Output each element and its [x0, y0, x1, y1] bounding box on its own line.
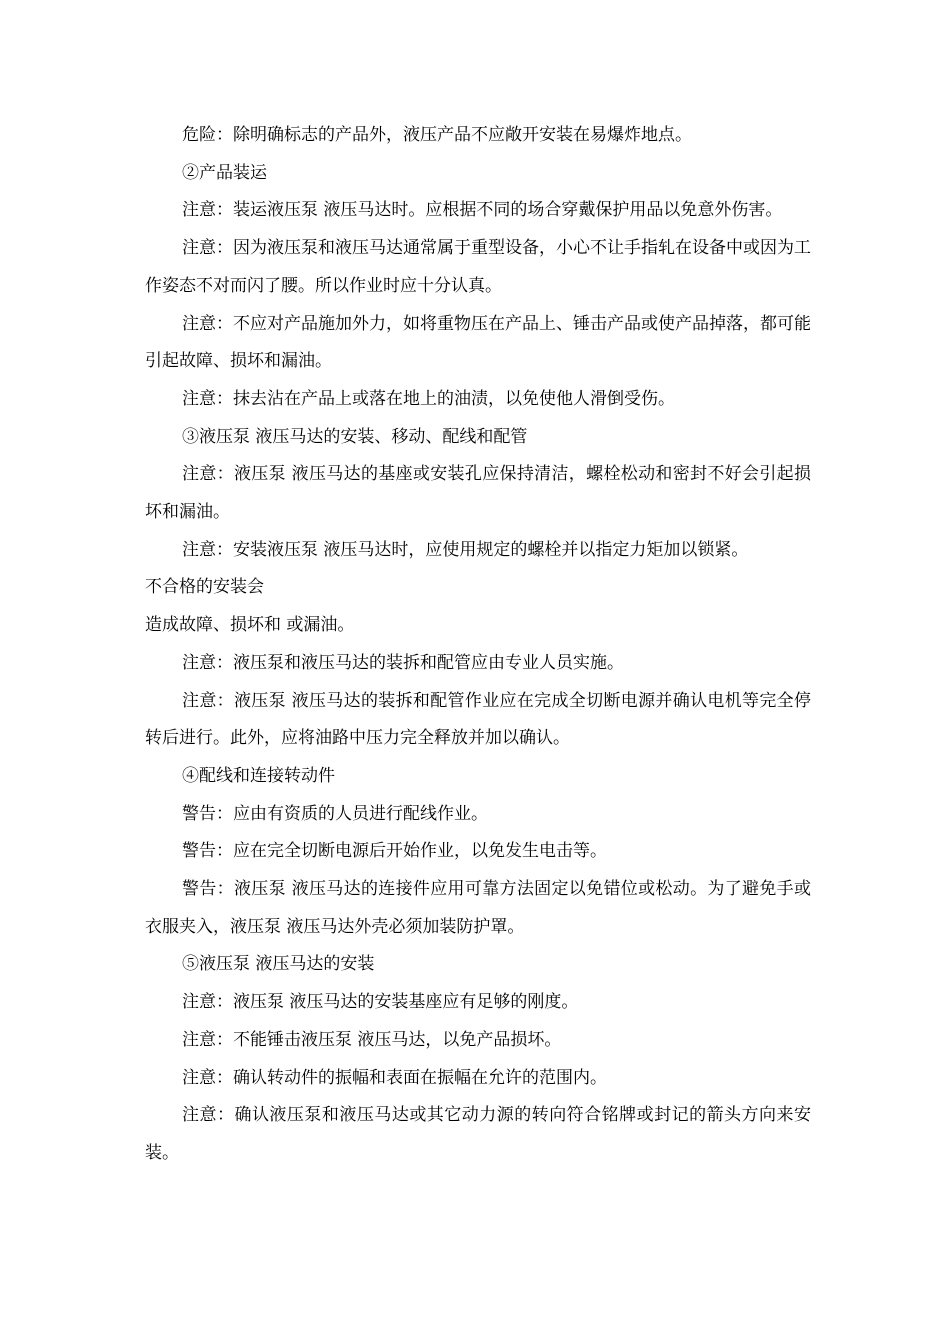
section-heading-pump-install: ⑤液压泵 液压马达的安装: [182, 954, 375, 975]
paragraph-danger-explosive: 危险：除明确标志的产品外，液压产品不应敞开安装在易爆炸地点。: [182, 125, 692, 145]
paragraph-continuation-1: 不合格的安装会: [145, 577, 264, 598]
paragraph-notice-protective-gear: 注意：装运液压泵 液压马达时。应根据不同的场合穿戴保护用品以免意外伤害。: [182, 200, 783, 221]
paragraph-notice-clean-base: 注意：液压泵 液压马达的基座或安装孔应保持清洁，螺栓松动和密封不好会引起损坏和漏油。: [145, 464, 811, 523]
paragraph-notice-professionals: 注意：液压泵和液压马达的装拆和配管应由专业人员实施。: [182, 652, 624, 673]
paragraph-warning-electric-shock: 警告：应在完全切断电源后开始作业，以免发生电击等。: [182, 841, 607, 862]
paragraph-notice-oil-stains: 注意：抹去沾在产品上或落在地上的油渍，以免使他人滑倒受伤。: [182, 388, 675, 409]
section-heading-wiring: ④配线和连接转动件: [182, 765, 335, 786]
paragraph-notice-rigidity: 注意：液压泵 液压马达的安装基座应有足够的刚度。: [182, 992, 579, 1013]
paragraph-notice-rotation: 注意：确认液压泵和液压马达或其它动力源的转向符合铭牌或封记的箭头方向来安装。: [145, 1105, 811, 1163]
paragraph-warning-guard: 警告：液压泵 液压马达的连接件应用可靠方法固定以免错位或松动。为了避免手或衣服夹入，液压泵 液压马达外壳必须加装防护罩。: [145, 879, 811, 937]
paragraph-notice-no-hammer: 注意：不能锤击液压泵 液压马达，以免产品损坏。: [182, 1029, 562, 1050]
document-body: [145, 117, 811, 1173]
paragraph-warning-qualified: 警告：应由有资质的人员进行配线作业。: [182, 803, 488, 824]
paragraph-notice-power-off: 注意：液压泵 液压马达的装拆和配管作业应在完成全切断电源并确认电机等完全停转后进行。此外，应将油路中压力完全释放并加以确认。: [145, 690, 811, 749]
paragraph-notice-external-force: 注意：不应对产品施加外力，如将重物压在产品上、锤击产品或使产品掉落，都可能引起故障、损坏和漏油。: [145, 313, 811, 372]
paragraph-notice-amplitude: 注意：确认转动件的振幅和表面在振幅在允许的范围内。: [182, 1067, 607, 1088]
paragraph-notice-bolts-torque: 注意：安装液压泵 液压马达时，应使用规定的螺栓并以指定力矩加以锁紧。: [182, 539, 749, 560]
section-heading-installation-piping: ③液压泵 液压马达的安装、移动、配线和配管: [182, 426, 528, 447]
paragraph-notice-heavy-equipment: 注意：因为液压泵和液压马达通常属于重型设备，小心不让手指轧在设备中或因为工作姿态不对而闪了腰。所以作业时应十分认真。: [145, 238, 811, 296]
paragraph-continuation-2: 造成故障、损坏和 或漏油。: [145, 615, 355, 636]
section-heading-transport: ②产品装运: [182, 162, 267, 183]
